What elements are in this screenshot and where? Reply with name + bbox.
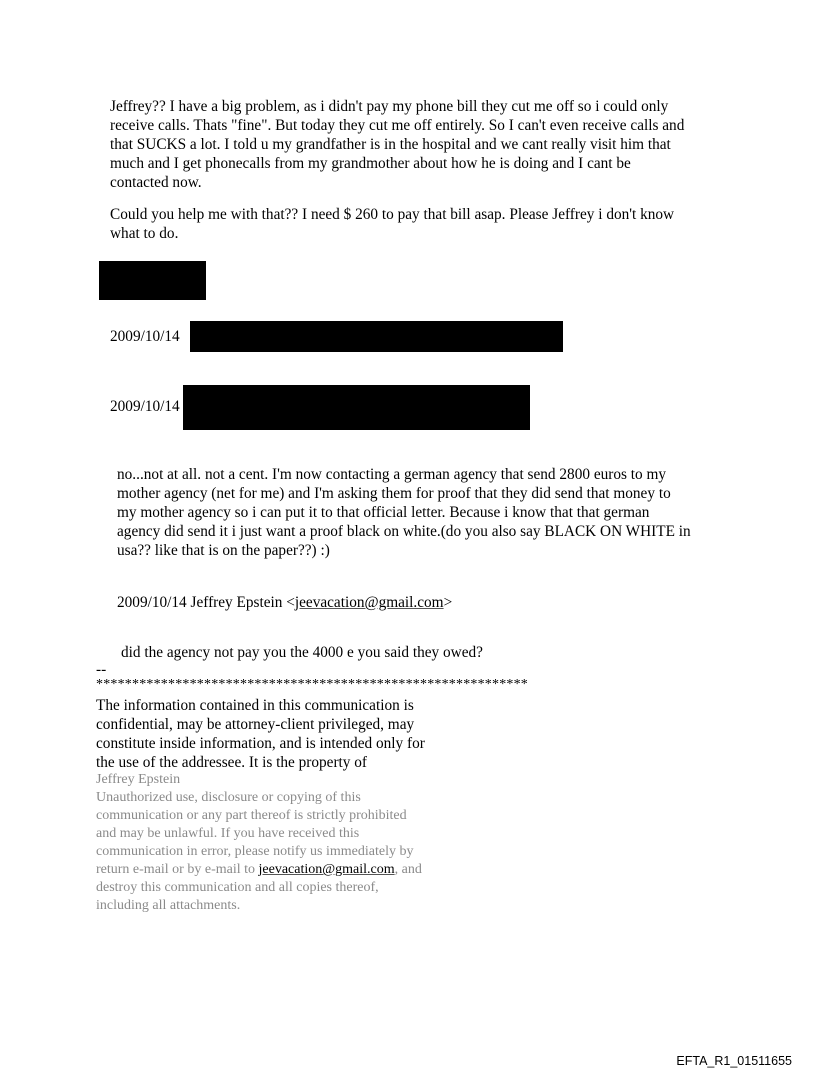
message-paragraph-2: Could you help me with that?? I need $ 260 to pay that bill asap. Please Jeffrey i don't know what to do. [110,206,675,242]
disclaimer-gray-part-1: Unauthorized use, disclosure or copying of this communication or any part thereof is strictly prohibited and may be unlawful. If you have received this communication in error, please notify us immediately by return e-mail or by e-mail to [96,790,414,877]
date-line-1: 2009/10/14 [110,328,180,345]
quote-header-suffix: > [443,594,453,611]
signature-dashes: -- [96,661,107,678]
redaction-block-sender [99,261,206,300]
message-paragraph-3: no...not at all. not a cent. I'm now contacting a german agency that send 2800 euros to my mother agency (net for me) and I'm asking them for proof that they did send that money to my mother agency so i can put it to that official letter. Because i know that that german agency did send it i just want a proof black on white.(do you also say BLACK ON WHITE in usa?? like that is on the paper??) :) [117,466,691,559]
redaction-block-header-1 [190,321,563,352]
message-paragraph-1: Jeffrey?? I have a big problem, as i didn't pay my phone bill they cut me off so i could only receive calls. Thats "fine". But today they cut me off entirely. So I can't even receive calls and that SUCKS a lot. I told u my grandfather is in the hospital and we cant really visit him that much and I get phonecalls from my grandmother about how he is doing and I cant be contacted now. [110,98,685,191]
disclaimer-email-link[interactable]: jeevacation@gmail.com [258,862,395,877]
disclaimer-text: The information contained in this communication is confidential, may be attorney-client privileged, may constitute inside information, and is intended only for the use of the addressee. It is the property of [96,697,425,771]
quote-header-prefix: 2009/10/14 Jeffrey Epstein < [117,594,295,611]
message-paragraph-4: did the agency not pay you the 4000 e you said they owed? [121,644,483,661]
disclaimer-gray-text [96,789,496,915]
document-id: EFTA_R1_01511655 [676,1054,792,1068]
disclaimer-gray-part-2: , and destroy this communication and all copies thereof, including all attachments. [96,862,422,913]
redaction-block-header-2 [183,385,530,430]
date-line-2: 2009/10/14 [110,398,180,415]
signature-separator-stars: ************************************************************ [96,677,528,692]
quote-header [117,574,757,612]
quote-header-email-link[interactable]: jeevacation@gmail.com [294,594,444,611]
disclaimer-name: Jeffrey Epstein [96,772,181,787]
